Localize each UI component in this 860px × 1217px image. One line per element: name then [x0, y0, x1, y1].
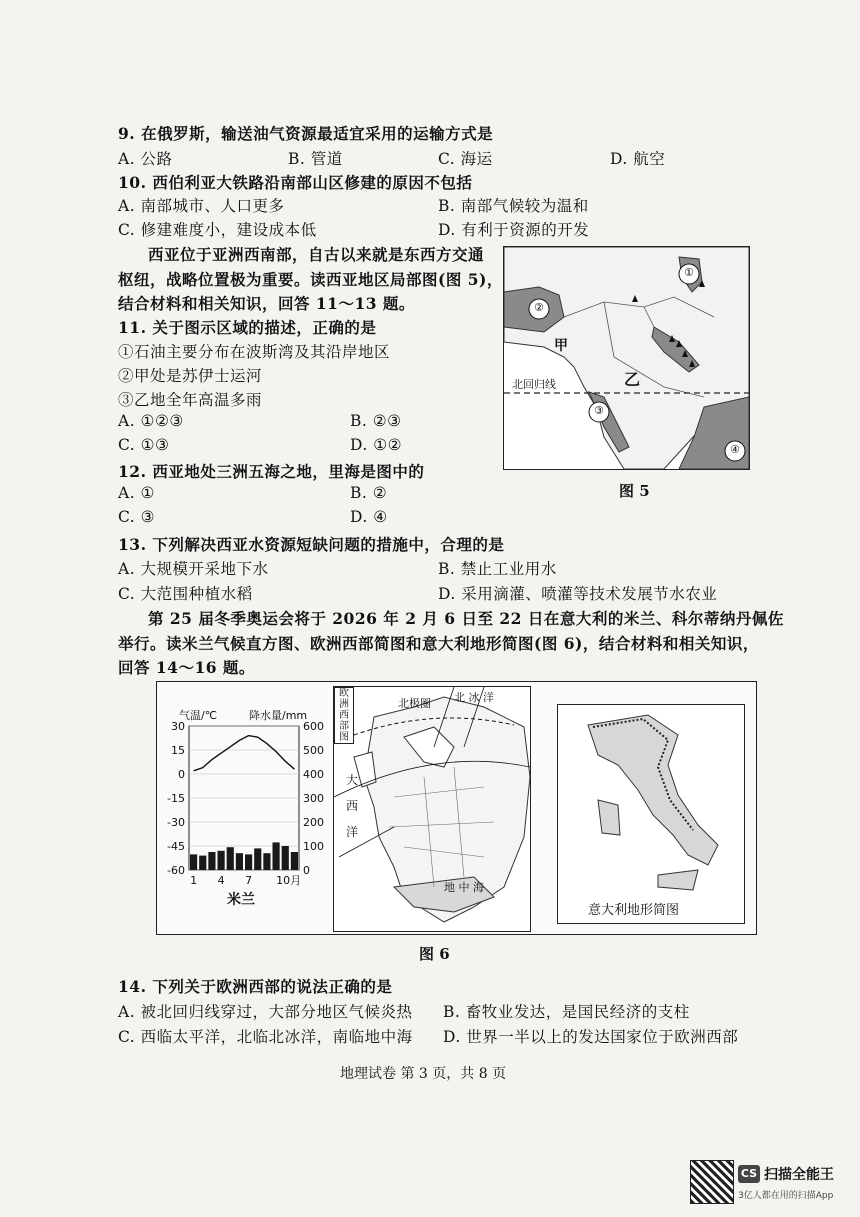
west-asia-intro-2: 枢纽，战略位置极为重要。读西亚地区局部图(图 5)，	[118, 270, 503, 289]
marker-2: ②	[534, 301, 544, 314]
qr-code-icon	[690, 1160, 734, 1204]
italy-map-title: 意大利地形简图	[588, 903, 680, 918]
temp-tick-label: -45	[167, 840, 185, 853]
q13-option-a: A. 大规模开采地下水	[118, 560, 269, 578]
q12-option-b: B. ②	[350, 484, 388, 502]
marker-1: ①	[684, 266, 694, 279]
precip-bar-9	[263, 853, 270, 870]
q10-option-b: B. 南部气候较为温和	[438, 197, 589, 215]
q11-statement-3: ③乙地全年高温多雨	[118, 391, 263, 409]
q10-option-a: A. 南部城市、人口更多	[118, 197, 285, 215]
q10-option-c: C. 修建难度小，建设成本低	[118, 221, 317, 239]
q11-statement-2: ②甲处是苏伊士运河	[118, 367, 263, 385]
q13-option-d: D. 采用滴灌、喷灌等技术发展节水农业	[438, 585, 718, 603]
atlantic-label: 大西洋	[346, 773, 359, 839]
q12-option-d: D. ④	[350, 508, 388, 526]
watermark-app-name: 扫描全能王	[764, 1167, 834, 1183]
olympics-intro-3: 回答 14～16 题。	[118, 658, 255, 677]
arctic-ocean-label: 北 冰 洋	[454, 691, 494, 704]
q14-option-a: A. 被北回归线穿过，大部分地区气候炎热	[118, 1003, 413, 1021]
figure-5-map	[503, 246, 750, 470]
temp-tick-label: 0	[178, 768, 185, 781]
precip-bar-12	[291, 852, 298, 870]
label-yi: 乙	[624, 370, 641, 389]
q11-statement-1: ①石油主要分布在波斯湾及其沿岸地区	[118, 343, 391, 361]
western-europe-map	[333, 686, 531, 932]
temp-tick-label: -30	[167, 816, 185, 829]
precip-axis-label: 降水量/mm	[249, 709, 308, 722]
precip-tick-label: 100	[303, 840, 324, 853]
precip-bar-11	[282, 846, 289, 870]
west-asia-intro-3: 结合材料和相关知识，回答 11～13 题。	[118, 294, 415, 313]
q14-option-d: D. 世界一半以上的发达国家位于欧洲西部	[443, 1028, 739, 1046]
q12-option-a: A. ①	[118, 484, 155, 502]
q13-option-b: B. 禁止工业用水	[438, 560, 557, 578]
arctic-circle-label: 北极圈	[398, 697, 431, 710]
question-10: 10. 西伯利亚大铁路沿南部山区修建的原因不包括	[118, 173, 473, 192]
month-tick-label: 1	[190, 874, 198, 887]
precip-bar-5	[227, 847, 234, 870]
temp-tick-label: -15	[167, 792, 185, 805]
precip-bar-7	[245, 854, 252, 870]
precip-bar-10	[273, 842, 280, 870]
precip-tick-label: 600	[303, 720, 324, 733]
q9-option-a: A. 公路	[118, 150, 173, 168]
q13-option-c: C. 大范围种植水稻	[118, 585, 253, 603]
italy-terrain-map	[557, 704, 745, 924]
q11-option-a: A. ①②③	[118, 412, 184, 430]
precip-bar-4	[218, 851, 225, 870]
precip-tick-label: 400	[303, 768, 324, 781]
mediterranean-label: 地 中 海	[444, 881, 484, 894]
question-9: 9. 在俄罗斯，输送油气资源最适宜采用的运输方式是	[118, 124, 494, 143]
precip-bar-3	[208, 852, 215, 870]
precip-bar-2	[199, 856, 206, 870]
q14-option-c: C. 西临太平洋，北临北冰洋，南临地中海	[118, 1028, 413, 1046]
olympics-intro-1: 第 25 届冬季奥运会将于 2026 年 2 月 6 日至 22 日在意大利的米兰、科尔蒂纳丹佩佐	[148, 609, 784, 628]
precip-bar-1	[190, 854, 197, 870]
temp-axis-label: 气温/℃	[179, 709, 218, 722]
precip-tick-label: 500	[303, 744, 324, 757]
q12-option-c: C. ③	[118, 508, 156, 526]
marker-3: ③	[594, 404, 604, 417]
question-14: 14. 下列关于欧洲西部的说法正确的是	[118, 977, 393, 996]
label-jia: 甲	[554, 338, 568, 354]
precip-bar-8	[254, 848, 261, 870]
camscanner-logo-icon: CS	[738, 1165, 760, 1183]
figure-5-caption: 图 5	[619, 482, 650, 500]
q9-option-d: D. 航空	[610, 150, 666, 168]
month-tick-label: 7	[245, 874, 253, 887]
question-11: 11. 关于图示区域的描述，正确的是	[118, 318, 377, 337]
q9-option-b: B. 管道	[288, 150, 343, 168]
month-tick-label: 4	[217, 874, 225, 887]
q9-option-c: C. 海运	[438, 150, 493, 168]
q10-option-d: D. 有利于资源的开发	[438, 221, 590, 239]
question-12: 12. 西亚地处三洲五海之地，里海是图中的	[118, 462, 425, 481]
map-title-box: 欧洲西部图	[334, 687, 354, 744]
month-tick-label: 10月	[276, 874, 302, 887]
temp-tick-label: -60	[167, 864, 185, 877]
precip-tick-label: 200	[303, 816, 324, 829]
q11-option-d: D. ①②	[350, 436, 403, 454]
temperature-line	[194, 736, 295, 771]
figure-6	[156, 681, 757, 935]
watermark-tagline: 3亿人都在用的扫描App	[738, 1191, 834, 1201]
temp-tick-label: 15	[171, 744, 185, 757]
tropic-label: 北回归线	[512, 378, 556, 391]
olympics-intro-2: 举行。读米兰气候直方图、欧洲西部简图和意大利地形简图(图 6)，结合材料和相关知识，	[118, 634, 759, 653]
page-footer: 地理试卷 第 3 页，共 8 页	[340, 1066, 507, 1082]
q11-option-c: C. ①③	[118, 436, 170, 454]
precip-tick-label: 300	[303, 792, 324, 805]
precip-tick-label: 0	[303, 864, 310, 877]
west-asia-intro-1: 西亚位于亚洲西南部，自古以来就是东西方交通	[148, 245, 485, 264]
temp-tick-label: 30	[171, 720, 185, 733]
question-13: 13. 下列解决西亚水资源短缺问题的措施中，合理的是	[118, 535, 505, 554]
marker-4: ④	[730, 443, 740, 456]
q14-option-b: B. 畜牧业发达，是国民经济的支柱	[443, 1003, 690, 1021]
milan-climate-chart	[157, 682, 327, 934]
precip-bar-6	[236, 853, 243, 870]
figure-6-caption: 图 6	[419, 945, 450, 963]
chart-title: 米兰	[227, 892, 255, 908]
q11-option-b: B. ②③	[350, 412, 402, 430]
